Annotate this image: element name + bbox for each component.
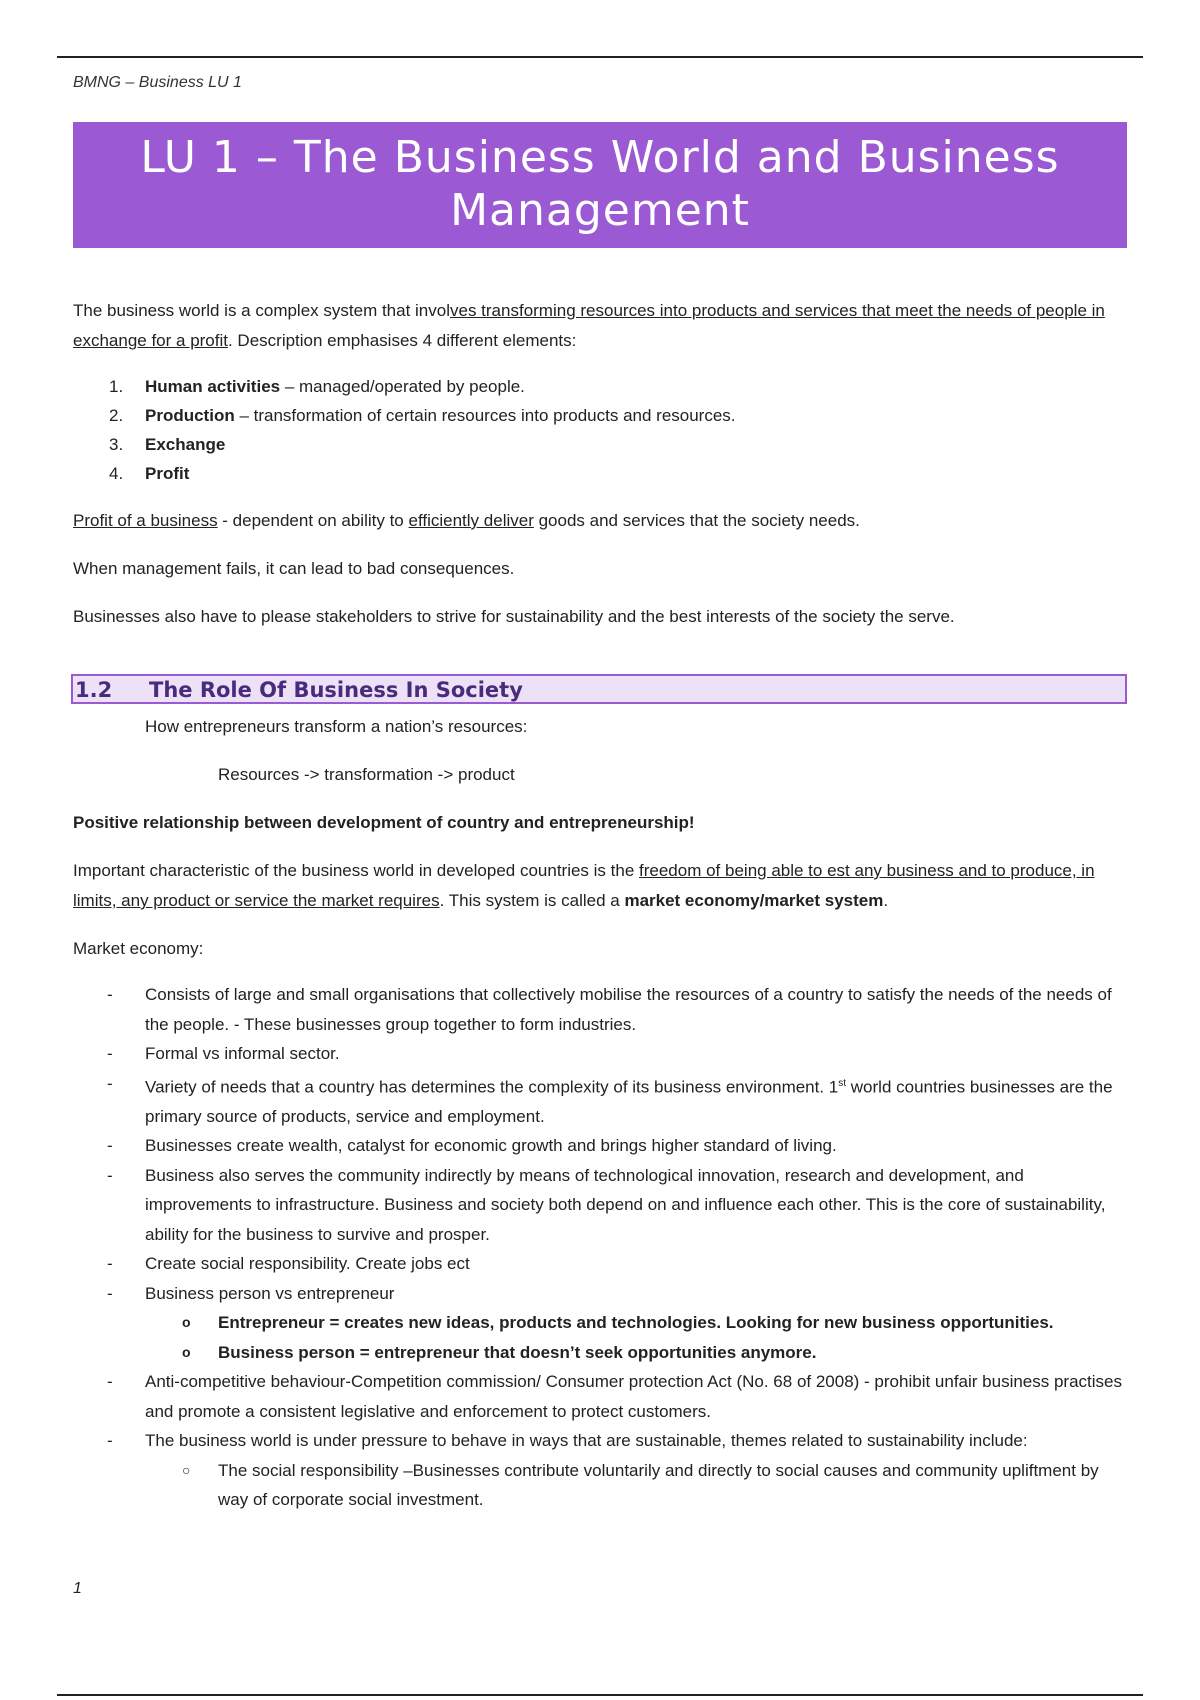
dash-marker: -: [107, 1254, 113, 1274]
running-header: BMNG – Business LU 1: [73, 74, 242, 91]
section-heading: [71, 674, 1127, 704]
profit-underlined-1: Profit of a business: [73, 511, 218, 530]
item-number: 1.: [109, 377, 124, 396]
item-text: The business world is under pressure to behave in ways that are sustainable, themes related to sustainability include:: [145, 1431, 1028, 1451]
item-text: Formal vs informal sector.: [145, 1044, 340, 1063]
dash-marker: -: [107, 1165, 113, 1185]
item-text: Anti-competitive behaviour-Competition commission/ Consumer protection Act (No. 68 of 2008) - prohibit unfair business practises and promote a consistent legislative and enforcement to protect customers.: [145, 1372, 1123, 1421]
item-text: Variety of needs that a country has determines the complexity of its business environment. 1: [145, 1077, 839, 1097]
sub-list: [145, 1456, 1133, 1515]
list-item: [73, 1161, 1133, 1250]
document-body: [73, 296, 1133, 1515]
dash-marker: -: [107, 985, 113, 1004]
important-text-2: . This system is called a: [439, 891, 625, 910]
list-item: [73, 1279, 1133, 1368]
intro-text: The business world is a complex system that invol: [73, 301, 450, 320]
page-title-line1: LU 1 – The Business World and Business: [140, 132, 1060, 183]
bullet-marker: o: [182, 1343, 191, 1360]
sub-item-text: Business person = entrepreneur that doesn’t seek opportunities anymore.: [218, 1342, 817, 1362]
dash-marker: -: [107, 1372, 113, 1392]
intro-text-end: . Description emphasises 4 different elements:: [227, 331, 577, 350]
item-text: Consists of large and small organisations that collectively mobilise the resources of a country to satisfy the needs of the needs of the people. - These businesses group together to form industries.: [145, 985, 1112, 1034]
sub-list-item: [145, 1456, 1133, 1515]
transform-intro: How entrepreneurs transform a nation’s resources:: [145, 717, 528, 736]
list-item: [73, 980, 1133, 1039]
item-term: Exchange: [145, 435, 226, 454]
sub-item-text: Entrepreneur = creates new ideas, products and technologies. Looking for new business opportunities.: [218, 1313, 1054, 1333]
market-economy-label: Market economy:: [73, 939, 204, 958]
intro-underlined: ves transforming resources into products and services that meet the needs of people in exchange for a profit: [73, 301, 1105, 350]
market-economy-list: [73, 980, 1133, 1515]
dash-marker: -: [107, 1283, 113, 1303]
item-text: Business also serves the community indirectly by means of technological innovation, research and development, and improvements to infrastructure. Business and society both depend on and influence each other. This is the core of sustainability, ability for the business to survive and prosper.: [145, 1165, 1106, 1244]
page-title-banner: [73, 122, 1127, 248]
section-number: 1.2: [75, 678, 113, 702]
dash-marker: -: [107, 1073, 113, 1093]
list-item: [73, 1039, 1133, 1069]
important-underlined: freedom of being able to est any business and to produce, in limits, any product or service the market requires: [73, 861, 1095, 910]
item-number: 4.: [109, 464, 124, 483]
stakeholders-paragraph: Businesses also have to please stakeholders to strive for sustainability and the best interests of the society the serve.: [73, 607, 955, 626]
item-number: 2.: [109, 406, 124, 425]
important-paragraph: [73, 856, 1133, 916]
profit-underlined-2: efficiently deliver: [408, 511, 534, 530]
list-item: [73, 430, 1133, 459]
list-item: [73, 1131, 1133, 1161]
top-rule: [57, 56, 1143, 58]
important-text-3: .: [883, 891, 889, 910]
item-text: Business person vs entrepreneur: [145, 1283, 395, 1303]
important-bold: market economy/market system: [624, 891, 884, 910]
list-item: [73, 1069, 1133, 1132]
management-paragraph: When management fails, it can lead to bad consequences.: [73, 559, 515, 578]
important-text-1: Important characteristic of the business world in developed countries is the: [73, 861, 640, 880]
list-item: [73, 459, 1133, 488]
item-desc: – managed/operated by people.: [280, 377, 525, 396]
profit-text-1: - dependent on ability to: [217, 511, 409, 530]
list-item: [73, 1426, 1133, 1515]
list-item: [73, 401, 1133, 430]
page-number: 1: [73, 1580, 82, 1597]
bullet-marker: ○: [182, 1461, 191, 1478]
bullet-marker: o: [182, 1314, 191, 1331]
sub-list: [145, 1308, 1133, 1367]
item-term: Production: [145, 406, 235, 425]
list-item: [73, 1367, 1133, 1426]
positive-relationship: Positive relationship between development of country and entrepreneurship!: [73, 813, 695, 832]
item-term: Human activities: [145, 377, 281, 396]
dash-marker: -: [107, 1431, 113, 1451]
list-item: [73, 1249, 1133, 1279]
profit-text-2: goods and services that the society needs.: [533, 511, 860, 530]
sub-list-item: [145, 1338, 1133, 1368]
item-text: Businesses create wealth, catalyst for economic growth and brings higher standard of living.: [145, 1136, 837, 1156]
item-number: 3.: [109, 435, 124, 454]
item-desc: – transformation of certain resources into products and resources.: [234, 406, 736, 425]
item-text-cont: world countries businesses are the primary source of products, service and employment.: [145, 1077, 1113, 1126]
sub-item-text: The social responsibility –Businesses contribute voluntarily and directly to social causes and community upliftment by way of corporate social investment.: [218, 1460, 1099, 1510]
superscript: st: [838, 1077, 847, 1089]
page-title-line2: Management: [450, 185, 750, 236]
sub-list-item: [145, 1308, 1133, 1338]
item-term: Profit: [145, 464, 190, 483]
section-title: The Role Of Business In Society: [149, 678, 523, 702]
elements-list: [73, 372, 1133, 488]
profit-paragraph: [73, 506, 1133, 536]
transform-flow: Resources -> transformation -> product: [218, 765, 515, 784]
bottom-rule: [57, 1694, 1143, 1696]
dash-marker: -: [107, 1136, 113, 1156]
item-text: Create social responsibility. Create jobs ect: [145, 1254, 470, 1274]
intro-paragraph: [73, 296, 1133, 356]
dash-marker: -: [107, 1044, 113, 1063]
list-item: [73, 372, 1133, 401]
